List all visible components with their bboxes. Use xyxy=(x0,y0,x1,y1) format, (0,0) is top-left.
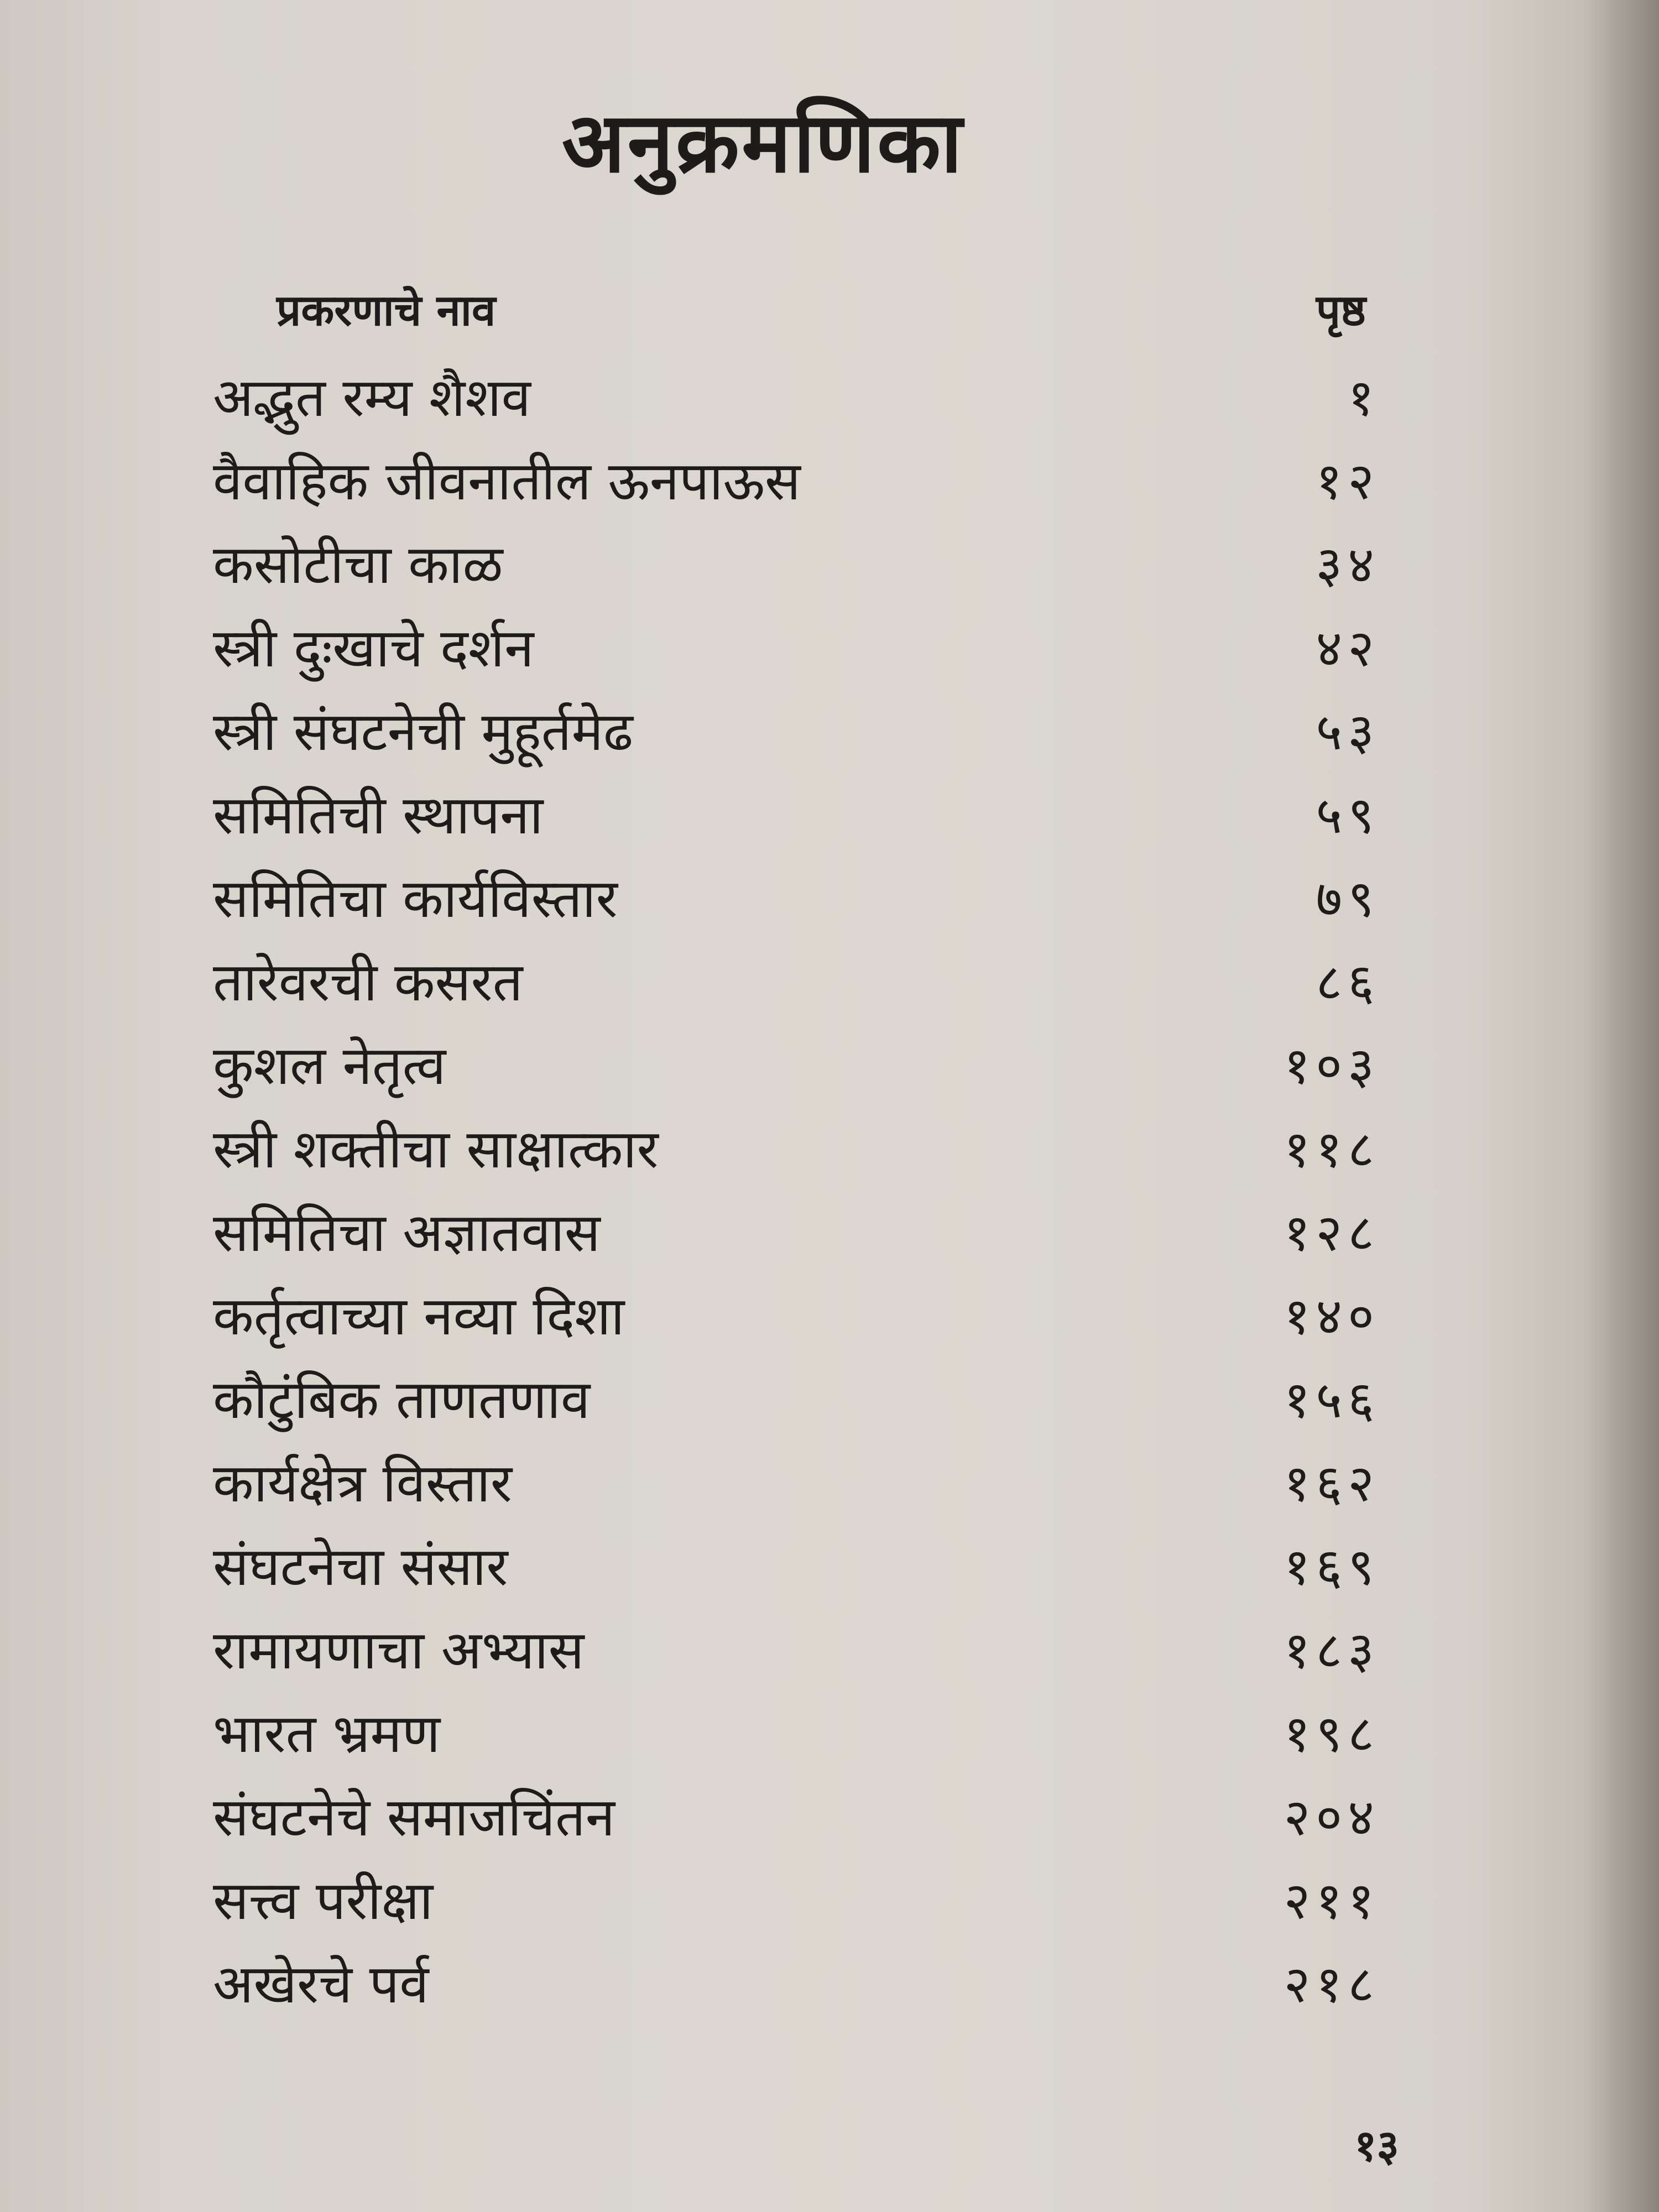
chapter-title: स्त्री दुःखाचे दर्शन xyxy=(213,617,534,679)
page-edge-shadow xyxy=(1582,0,1659,2212)
chapter-title: स्त्री संघटनेची मुहूर्तमेढ xyxy=(213,701,633,763)
toc-row xyxy=(213,1272,1380,1356)
page-number: २११ xyxy=(1284,1871,1380,1931)
page-number: ७९ xyxy=(1316,869,1380,928)
chapter-title: वैवाहिक जीवनातील ऊनपाऊस xyxy=(213,450,801,512)
toc-row xyxy=(213,1356,1380,1439)
page-folio: १३ xyxy=(1354,2121,1399,2171)
chapter-title: समितिची स्थापना xyxy=(213,784,544,846)
chapter-title: रामायणाचा अभ्यास xyxy=(213,1619,585,1681)
chapter-title: स्त्री शक्तीचा साक्षात्कार xyxy=(213,1118,659,1180)
toc-row xyxy=(213,1022,1380,1105)
page-number: ८६ xyxy=(1316,953,1380,1012)
page-number: ५९ xyxy=(1316,786,1380,845)
toc-row xyxy=(213,1523,1380,1606)
chapter-title: समितिचा कार्यविस्तार xyxy=(213,868,618,930)
chapter-title: भारत भ्रमण xyxy=(213,1703,441,1765)
chapter-title: कुशल नेतृत्व xyxy=(213,1035,446,1097)
chapter-column-header: प्रकरणाचे नाव xyxy=(276,285,496,336)
toc-row xyxy=(213,521,1380,604)
table-of-contents xyxy=(213,354,1380,2024)
toc-row xyxy=(213,1690,1380,1773)
chapter-title: अद्भुत रम्य शैशव xyxy=(213,367,531,429)
chapter-title: संघटनेचा संसार xyxy=(213,1536,508,1598)
chapter-title: कौटुंबिक ताणतणाव xyxy=(213,1369,591,1431)
page-number: १ xyxy=(1348,368,1380,427)
toc-row xyxy=(213,855,1380,938)
chapter-title: समितिचा अज्ञातवास xyxy=(213,1202,601,1264)
toc-row xyxy=(213,1189,1380,1272)
chapter-title: कर्तृत्वाच्या नव्या दिशा xyxy=(213,1285,625,1347)
chapter-title: संघटनेचे समाजचिंतन xyxy=(213,1786,615,1848)
chapter-title: सत्त्व परीक्षा xyxy=(213,1870,434,1932)
page-number: ४२ xyxy=(1316,619,1380,678)
page-number: १४० xyxy=(1284,1287,1380,1346)
page-number: १५६ xyxy=(1284,1370,1380,1430)
page-number: १६२ xyxy=(1284,1454,1380,1513)
toc-row xyxy=(213,437,1380,521)
page-column-header: पृष्ठ xyxy=(1316,285,1366,336)
toc-row xyxy=(213,1773,1380,1857)
page-number: १९८ xyxy=(1284,1704,1380,1764)
page-number: २१८ xyxy=(1284,1955,1380,2014)
toc-row xyxy=(213,1439,1380,1523)
toc-row xyxy=(213,688,1380,771)
toc-row xyxy=(213,1857,1380,1940)
page-number: १२ xyxy=(1316,452,1380,511)
toc-row xyxy=(213,1105,1380,1189)
chapter-title: कसोटीचा काळ xyxy=(213,534,503,596)
page-number: १२८ xyxy=(1284,1203,1380,1262)
page-title: अनुक्रमणिका xyxy=(561,94,965,191)
toc-row xyxy=(213,938,1380,1022)
page-number: १६९ xyxy=(1284,1537,1380,1597)
page-number: ३४ xyxy=(1316,535,1380,594)
toc-row xyxy=(213,771,1380,855)
chapter-title: कार्यक्षेत्र विस्तार xyxy=(213,1452,513,1514)
toc-row xyxy=(213,1606,1380,1690)
page-number: १८३ xyxy=(1284,1621,1380,1680)
toc-row xyxy=(213,1940,1380,2024)
chapter-title: अखेरचे पर्व xyxy=(213,1953,429,2015)
page-number: ११८ xyxy=(1284,1120,1380,1179)
page-number: ५३ xyxy=(1316,702,1380,761)
toc-row xyxy=(213,604,1380,688)
toc-row xyxy=(213,354,1380,437)
page-number: २०४ xyxy=(1284,1788,1380,1847)
chapter-title: तारेवरची कसरत xyxy=(213,951,523,1013)
page-number: १०३ xyxy=(1284,1036,1380,1095)
